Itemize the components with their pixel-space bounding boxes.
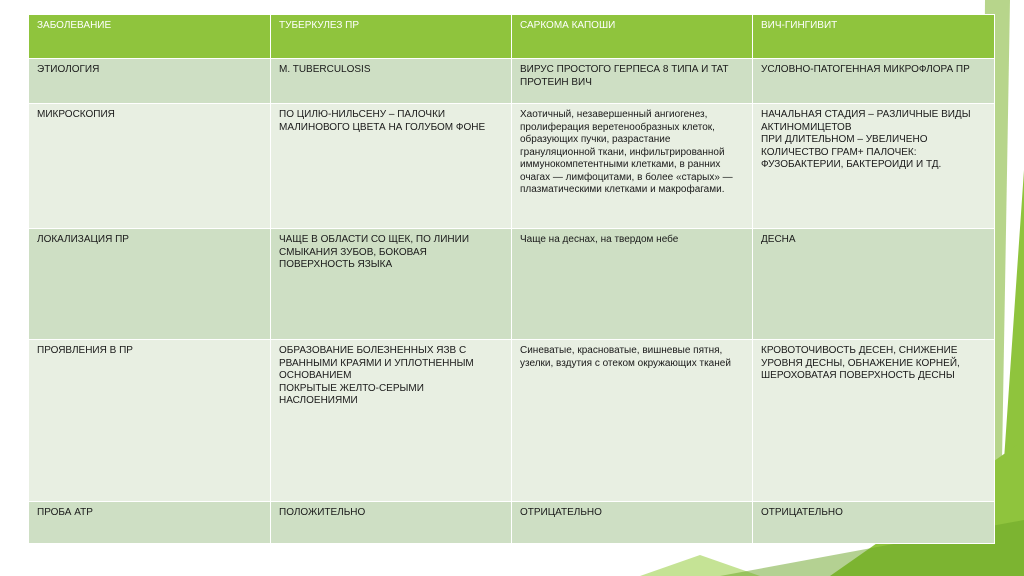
table-row-atr-test xyxy=(29,502,995,544)
table-row-etiology xyxy=(29,59,995,104)
table-row-microscopy xyxy=(29,104,995,229)
cell-hiv-microscopy xyxy=(753,104,995,229)
cell-hiv-localization: ДЕСНА xyxy=(753,229,995,340)
cell-hiv-atr-test: ОТРИЦАТЕЛЬНО xyxy=(753,502,995,544)
table-row-localization xyxy=(29,229,995,340)
cell-hiv-microscopy-line-1: НАЧАЛЬНАЯ СТАДИЯ – РАЗЛИЧНЫЕ ВИДЫ АКТИНОМИЦЕТОВ xyxy=(761,109,971,133)
cell-kaposi-etiology: ВИРУС ПРОСТОГО ГЕРПЕСА 8 ТИПА И TAT ПРОТЕИН ВИЧ xyxy=(512,59,753,104)
header-tuberculosis: ТУБЕРКУЛЕЗ ПР xyxy=(271,15,512,59)
row-label-localization: ЛОКАЛИЗАЦИЯ ПР xyxy=(29,229,271,340)
row-label-manifestations: ПРОЯВЛЕНИЯ В ПР xyxy=(29,340,271,502)
cell-tb-etiology: M. TUBERCULOSIS xyxy=(271,59,512,104)
cell-tb-manifestations-line-1: ОБРАЗОВАНИЕ БОЛЕЗНЕННЫХ ЯЗВ С РВАННЫМИ КРАЯМИ И УПЛОТНЕННЫМ ОСНОВАНИЕМ xyxy=(279,345,474,381)
comparison-table xyxy=(28,14,995,544)
table-row-manifestations xyxy=(29,340,995,502)
cell-hiv-etiology: УСЛОВНО-ПАТОГЕННАЯ МИКРОФЛОРА ПР xyxy=(753,59,995,104)
table-header-row xyxy=(29,15,995,59)
header-disease: ЗАБОЛЕВАНИЕ xyxy=(29,15,271,59)
cell-kaposi-manifestations: Синеватые, красноватые, вишневые пятня, узелки, вздутия с отеком окружающих тканей xyxy=(512,340,753,502)
row-label-etiology: ЭТИОЛОГИЯ xyxy=(29,59,271,104)
cell-hiv-manifestations: КРОВОТОЧИВОСТЬ ДЕСЕН, СНИЖЕНИЕ УРОВНЯ ДЕСНЫ, ОБНАЖЕНИЕ КОРНЕЙ, ШЕРОХОВАТАЯ ПОВЕРХНОСТЬ ДЕСНЫ xyxy=(753,340,995,502)
cell-kaposi-atr-test: ОТРИЦАТЕЛЬНО xyxy=(512,502,753,544)
cell-tb-manifestations-line-2: ПОКРЫТЫЕ ЖЕЛТО-СЕРЫМИ НАСЛОЕНИЯМИ xyxy=(279,382,424,406)
header-kaposi-sarcoma: САРКОМА КАПОШИ xyxy=(512,15,753,59)
cell-tb-manifestations xyxy=(271,340,512,502)
cell-tb-atr-test: ПОЛОЖИТЕЛЬНО xyxy=(271,502,512,544)
cell-tb-microscopy: ПО ЦИЛЮ-НИЛЬСЕНУ – ПАЛОЧКИ МАЛИНОВОГО ЦВЕТА НА ГОЛУБОМ ФОНЕ xyxy=(271,104,512,229)
cell-tb-localization: ЧАЩЕ В ОБЛАСТИ СО ЩЕК, ПО ЛИНИИ СМЫКАНИЯ ЗУБОВ, БОКОВАЯ ПОВЕРХНОСТЬ ЯЗЫКА xyxy=(271,229,512,340)
header-hiv-gingivitis: ВИЧ-ГИНГИВИТ xyxy=(753,15,995,59)
cell-kaposi-microscopy: Хаотичный, незавершенный ангиогенез, пролиферация веретенообразных клеток, образующих пучки, разрастание грануляционной ткани, инфильтрированной иммунокомпетентными клетками, в ранних очагах — лимфоцитами, в более «старых» — плазматическими клетками и макрофагами. xyxy=(512,104,753,229)
cell-kaposi-localization: Чаще на деснах, на твердом небе xyxy=(512,229,753,340)
row-label-atr-test: ПРОБА АТР xyxy=(29,502,271,544)
row-label-microscopy: МИКРОСКОПИЯ xyxy=(29,104,271,229)
cell-hiv-microscopy-line-2: ПРИ ДЛИТЕЛЬНОМ – УВЕЛИЧЕНО КОЛИЧЕСТВО ГРАМ+ ПАЛОЧЕК: ФУЗОБАКТЕРИИ, БАКТЕРОИДИ И ТД. xyxy=(761,134,942,170)
